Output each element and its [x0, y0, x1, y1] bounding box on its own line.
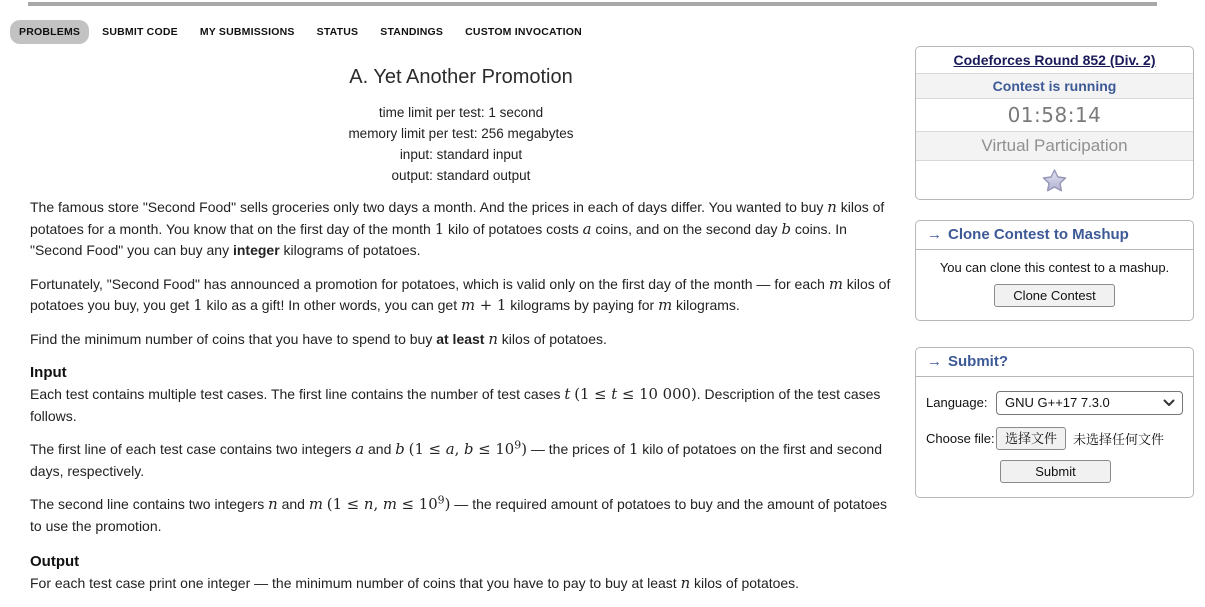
input-spec-label: input:: [399, 147, 433, 162]
language-row: [926, 391, 1185, 415]
contest-countdown: 01:58:14: [916, 98, 1193, 131]
contest-info-box: [915, 46, 1194, 200]
input-paragraph: Each test contains multiple test cases. The first line contains the number of test cases t (1 ≤ t ≤ 10 000). Description of the test cases follows.: [30, 386, 881, 424]
submit-row: [926, 460, 1185, 483]
input-section-title: Input: [30, 364, 67, 381]
contest-tab-bar: [10, 20, 591, 44]
clone-box-title: Clone Contest to Mashup: [948, 226, 1129, 243]
contest-status: Contest is running: [916, 73, 1193, 98]
contest-link[interactable]: Codeforces Round 852 (Div. 2): [953, 52, 1156, 68]
problem-title: A. Yet Another Promotion: [349, 66, 573, 88]
chevron-down-icon: [1163, 399, 1175, 407]
input-paragraph: The first line of each test case contains two integers a and b (1 ≤ a, $b \le 10^9$) — the prices of 1 kilo of potatoes on the first and second days, respectively.: [30, 438, 882, 479]
arrow-right-icon: →: [927, 226, 942, 243]
file-input[interactable]: [996, 427, 1164, 450]
output-spec-value: standard output: [436, 168, 531, 183]
choose-file-label: Choose file:: [926, 430, 995, 446]
language-select[interactable]: [996, 391, 1183, 415]
output-section-title: Output: [30, 553, 80, 570]
language-selected-value: GNU G++17 7.3.0: [1005, 395, 1110, 410]
file-status-text: 未选择任何文件: [1073, 432, 1165, 447]
time-limit-line: [30, 102, 892, 123]
output-spec-label: output:: [391, 168, 433, 183]
arrow-right-icon: →: [927, 353, 942, 370]
clone-contest-button[interactable]: Clone Contest: [994, 284, 1114, 307]
input-spec-value: standard input: [436, 147, 523, 162]
tab-custom-invocation[interactable]: CUSTOM INVOCATION: [465, 26, 582, 38]
tab-standings[interactable]: STANDINGS: [380, 26, 444, 38]
clone-box-header: [916, 221, 1193, 250]
problem-statement: [30, 56, 892, 607]
clone-box-text: You can clone this contest to a mashup.: [939, 260, 1170, 275]
submit-box-header: [916, 348, 1193, 377]
output-paragraph: For each test case print one integer — the minimum number of coins that you have to pay to buy at least n kilos of potatoes.: [30, 575, 800, 592]
favorite-star-row: [916, 160, 1193, 199]
submit-box-title: Submit?: [948, 353, 1008, 370]
tab-status[interactable]: STATUS: [316, 26, 359, 38]
tab-problems[interactable]: PROBLEMS: [10, 20, 89, 44]
statement-paragraph: The famous store "Second Food" sells groceries only two days a month. And the prices in each of days differ. You wanted to buy n kilos of potatoes for a month. You know that on the first day of the month 1 kilo of potatoes costs a coins, and on the second day b coins. In "Second Food" you can buy any integer kilograms of potatoes.: [30, 199, 885, 258]
output-spec-line: [30, 165, 892, 186]
clone-contest-box: [915, 220, 1194, 321]
time-limit-label: time limit per test:: [378, 105, 485, 120]
virtual-participation-label: Virtual Participation: [916, 131, 1193, 160]
sidebar: [915, 46, 1194, 498]
clone-box-body: [916, 250, 1193, 320]
submit-box: [915, 347, 1194, 498]
submit-button[interactable]: Submit: [1000, 460, 1110, 483]
memory-limit-label: memory limit per test:: [348, 126, 478, 141]
statement-paragraph: Find the minimum number of coins that you have to spend to buy at least n kilos of potatoes.: [30, 330, 607, 348]
problem-limits: [30, 102, 892, 186]
language-label: Language:: [926, 395, 988, 410]
tab-my-submissions[interactable]: MY SUBMISSIONS: [199, 26, 295, 38]
star-icon[interactable]: [1041, 168, 1068, 193]
contest-title-row: [916, 47, 1193, 73]
time-limit-value: 1 second: [488, 105, 544, 120]
memory-limit-line: [30, 123, 892, 144]
top-divider-bar: [28, 2, 1157, 6]
choose-file-button[interactable]: 选择文件: [996, 427, 1066, 450]
input-spec-line: [30, 144, 892, 165]
statement-paragraph: Fortunately, "Second Food" has announced a promotion for potatoes, which is valid only on the first day of the month — for each m kilos of potatoes you buy, you get 1 kilo as a gift! In other words, you can get m + 1 kilograms by paying for m kilograms.: [30, 275, 891, 314]
tab-submit-code[interactable]: SUBMIT CODE: [102, 26, 178, 38]
memory-limit-value: 256 megabytes: [481, 126, 574, 141]
choose-file-row: [926, 427, 1185, 450]
submit-form: [916, 377, 1193, 497]
input-paragraph: The second line contains two integers n and m (1 ≤ n, $m \le 10^9$) — the required amount of potatoes to buy and the amount of potatoes to use the promotion.: [30, 493, 888, 534]
